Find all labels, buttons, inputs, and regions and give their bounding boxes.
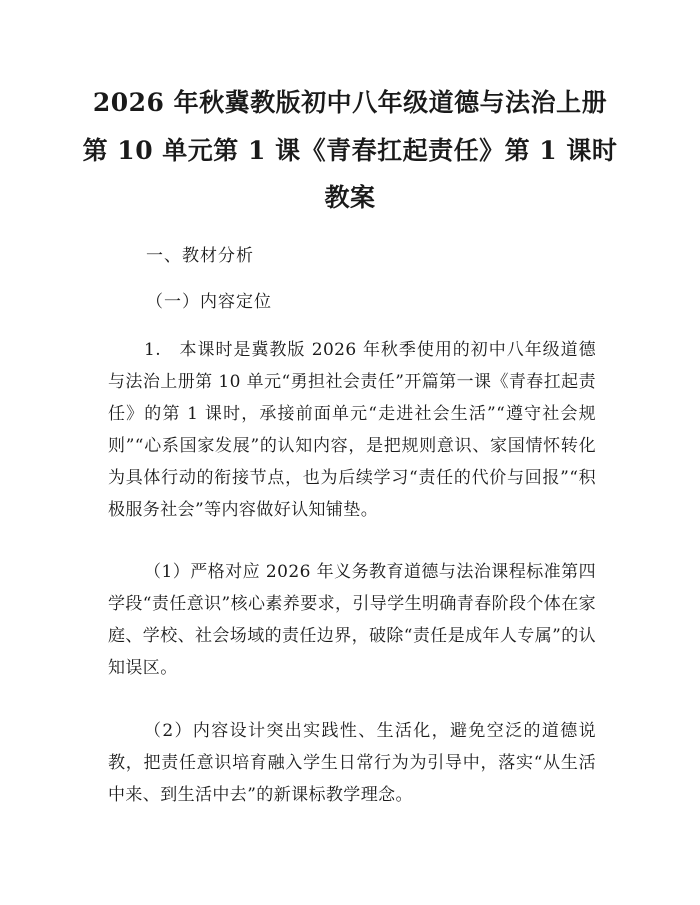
paragraph-3: （2）内容设计突出实践性、生活化，避免空泛的道德说教，把责任意识培育融入学生日常行为为引导中，落实“从生活中来、到生活中去”的新课标教学理念。: [108, 721, 596, 805]
document-title-line-1: 2026 年秋冀教版初中八年级道德与法治上册: [92, 88, 608, 117]
document-title-line-3: 教案: [324, 183, 376, 212]
paragraph-1: 1. 本课时是冀教版 2026 年秋季使用的初中八年级道德与法治上册第 10 单元“勇担社会责任”开篇第一课《青春扛起责任》的第 1 课时，承接前面单元“走进社会生活”“遵守社会规则”“心系国家发展”的认知内容，是把规则意识、家国情怀转化为具体行动的衔接节点，也为后续学习“责任的代价与回报”“积极服务社会”等内容做好认知铺垫。: [108, 340, 596, 520]
document-title-line-2: 第 10 单元第 1 课《青春扛起责任》第 1 课时: [82, 136, 618, 165]
subsection-heading-content-positioning: （一）内容定位: [146, 292, 272, 312]
paragraph-2: （1）严格对应 2026 年义务教育道德与法治课程标准第四学段“责任意识”核心素养要求，引导学生明确青春阶段个体在家庭、学校、社会场域的责任边界，破除“责任是成年人专属”的认知误区。: [108, 562, 596, 678]
section-heading-textbook-analysis: 一、教材分析: [146, 246, 254, 266]
